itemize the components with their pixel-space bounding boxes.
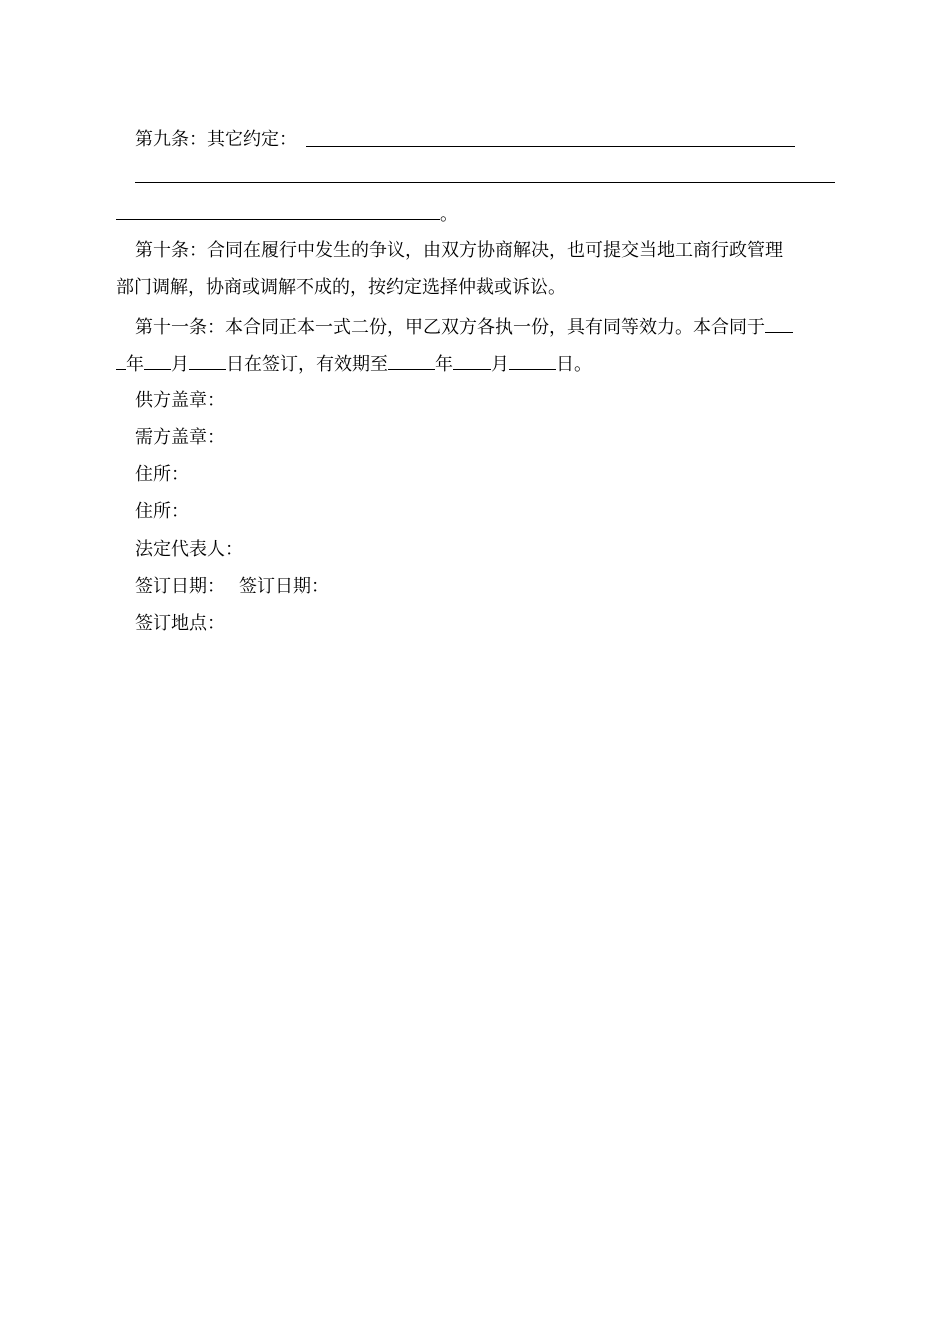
supplier-seal-label: 供方盖章： [135, 390, 225, 411]
sign-date-label-2: 签订日期： [239, 576, 329, 597]
end-month-blank [453, 351, 491, 370]
legal-representative-label: 法定代表人： [135, 539, 243, 560]
article-9-blank-3 [116, 219, 440, 220]
article-10-line-1: 第十条：合同在履行中发生的争议，由双方协商解决，也可提交当地工商行政管理 [135, 240, 783, 261]
buyer-seal-label: 需方盖章： [135, 427, 225, 448]
article-9-blank-1 [306, 146, 795, 147]
article-11-line-2 [116, 351, 592, 377]
article-9-blank-2 [135, 182, 835, 183]
article-11-text: 第十一条：本合同正本一式二份，甲乙双方各执一份，具有同等效力。本合同于 [135, 317, 765, 338]
start-year-label: 年 [126, 354, 144, 375]
start-day-label: 日在签订，有效期至 [226, 354, 388, 375]
article-9-line [135, 128, 297, 152]
sign-date-line [135, 575, 329, 599]
sign-date-label-1: 签订日期： [135, 576, 225, 597]
end-year-blank [388, 351, 435, 370]
start-year-blank-b [116, 351, 126, 370]
article-9-end-mark: 。 [440, 204, 458, 225]
start-year-blank-a [765, 314, 793, 333]
start-day-blank [189, 351, 226, 370]
address-label-1: 住所： [135, 464, 189, 485]
start-month-blank [144, 351, 171, 370]
end-month-label: 月 [491, 354, 509, 375]
address-label-2: 住所： [135, 501, 189, 522]
end-day-blank [509, 351, 556, 370]
start-month-label: 月 [171, 354, 189, 375]
article-10-line-2: 部门调解，协商或调解不成的，按约定选择仲裁或诉讼。 [116, 277, 566, 298]
article-11-line-1 [135, 314, 793, 340]
sign-place-label: 签订地点： [135, 613, 225, 634]
article-9-label: 第九条：其它约定： [135, 129, 297, 150]
end-day-label: 日。 [556, 354, 592, 375]
end-year-label: 年 [435, 354, 453, 375]
